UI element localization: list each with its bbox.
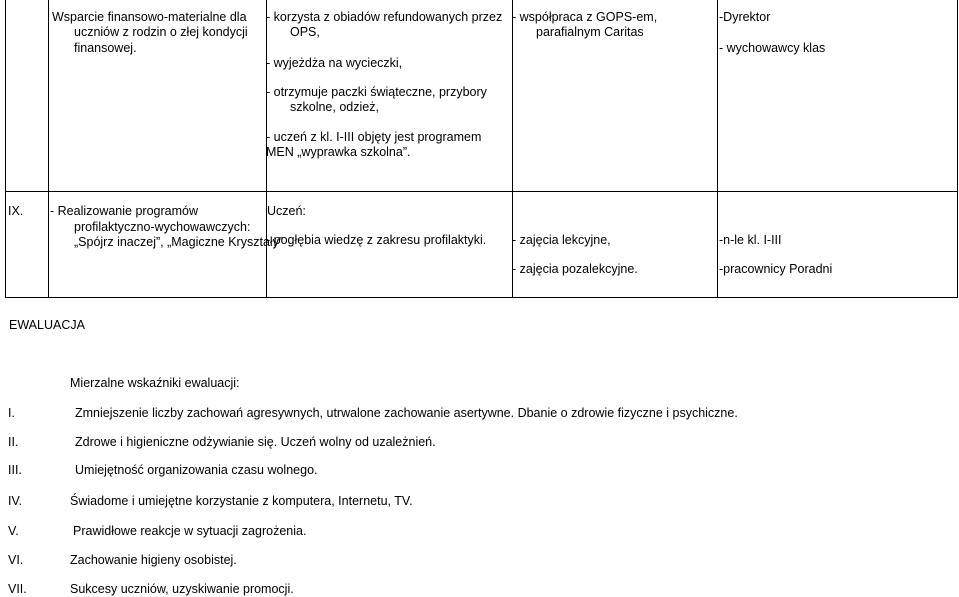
row8-col1-line1: Wsparcie finansowo-materialne dla — [52, 10, 247, 24]
evaluation-item-text: Zachowanie higieny osobistej. — [70, 553, 237, 567]
row9-col3-line2: - zajęcia pozalekcyjne. — [512, 262, 638, 276]
evaluation-item-text: Umiejętność organizowania czasu wolnego. — [75, 463, 318, 477]
evaluation-item-num: IV. — [8, 494, 23, 508]
row8-col1-line3: finansowej. — [74, 41, 137, 55]
table-border-left — [5, 0, 6, 298]
evaluation-item-text: Prawidłowe reakcje w sytuacji zagrożenia. — [73, 524, 307, 538]
evaluation-item-text: Zmniejszenie liczby zachowań agresywnych, utrwalone zachowanie asertywne. Dbanie o zdrowie fizyczne i psychiczne. — [75, 406, 738, 420]
table-divider-1 — [48, 0, 49, 298]
row9-col1-line1: - Realizowanie programów — [50, 204, 198, 218]
row9-col3-line1: - zajęcia lekcyjne, — [512, 233, 611, 247]
evaluation-title: EWALUACJA — [9, 318, 85, 332]
row8-col4-line1: -Dyrektor — [719, 10, 771, 24]
evaluation-item-num: VI. — [8, 553, 24, 567]
row8-col2-line6: - uczeń z kl. I-III objęty jest programem — [266, 130, 482, 144]
evaluation-subtitle: Mierzalne wskaźniki ewaluacji: — [70, 376, 240, 390]
row8-col4-line2: - wychowawcy klas — [719, 41, 826, 55]
row9-col2-line2: - pogłębia wiedzę z zakresu profilaktyki. — [266, 233, 487, 247]
row8-col2-line4: - otrzymuje paczki świąteczne, przybory — [266, 85, 487, 99]
evaluation-item-text: Sukcesy uczniów, uzyskiwanie promocji. — [70, 582, 294, 596]
row9-col4-line1: -n-le kl. I-III — [719, 233, 782, 247]
evaluation-item-num: VII. — [8, 582, 27, 596]
row9-col1-line3: „Spójrz inaczej”, „Magiczne Kryształy” — [74, 235, 284, 249]
row-separator — [5, 191, 958, 192]
row8-col2-line1: - korzysta z obiadów refundowanych przez — [266, 10, 503, 24]
row8-col2-line3: - wyjeżdża na wycieczki, — [266, 56, 403, 70]
row8-col2-line2: OPS, — [290, 25, 320, 39]
row9-col4-line2: -pracownicy Poradni — [719, 262, 833, 276]
row8-col3-line2: parafialnym Caritas — [536, 25, 644, 39]
evaluation-item-num: III. — [8, 463, 22, 477]
table-divider-4 — [717, 0, 718, 298]
table-border-right — [957, 0, 958, 298]
evaluation-item-num: V. — [8, 524, 19, 538]
evaluation-item-num: II. — [8, 435, 19, 449]
row8-col1-line2: uczniów z rodzin o złej kondycji — [74, 25, 248, 39]
row8-col2-line7: MEN „wyprawka szkolna”. — [266, 145, 411, 159]
row9-number: IX. — [8, 204, 24, 218]
evaluation-item-text: Zdrowe i higieniczne odżywianie się. Uczeń wolny od uzależnień. — [75, 435, 436, 449]
table-bottom-border — [5, 297, 958, 298]
evaluation-item-num: I. — [8, 406, 15, 420]
row8-col3-line1: - współpraca z GOPS-em, — [512, 10, 658, 24]
evaluation-item-text: Świadome i umiejętne korzystanie z komputera, Internetu, TV. — [70, 494, 413, 508]
row9-col2-line1: Uczeń: — [267, 204, 306, 218]
row9-col1-line2: profilaktyczno-wychowawczych: — [74, 220, 251, 234]
row8-col2-line5: szkolne, odzież, — [290, 100, 379, 114]
table-divider-3 — [512, 0, 513, 298]
